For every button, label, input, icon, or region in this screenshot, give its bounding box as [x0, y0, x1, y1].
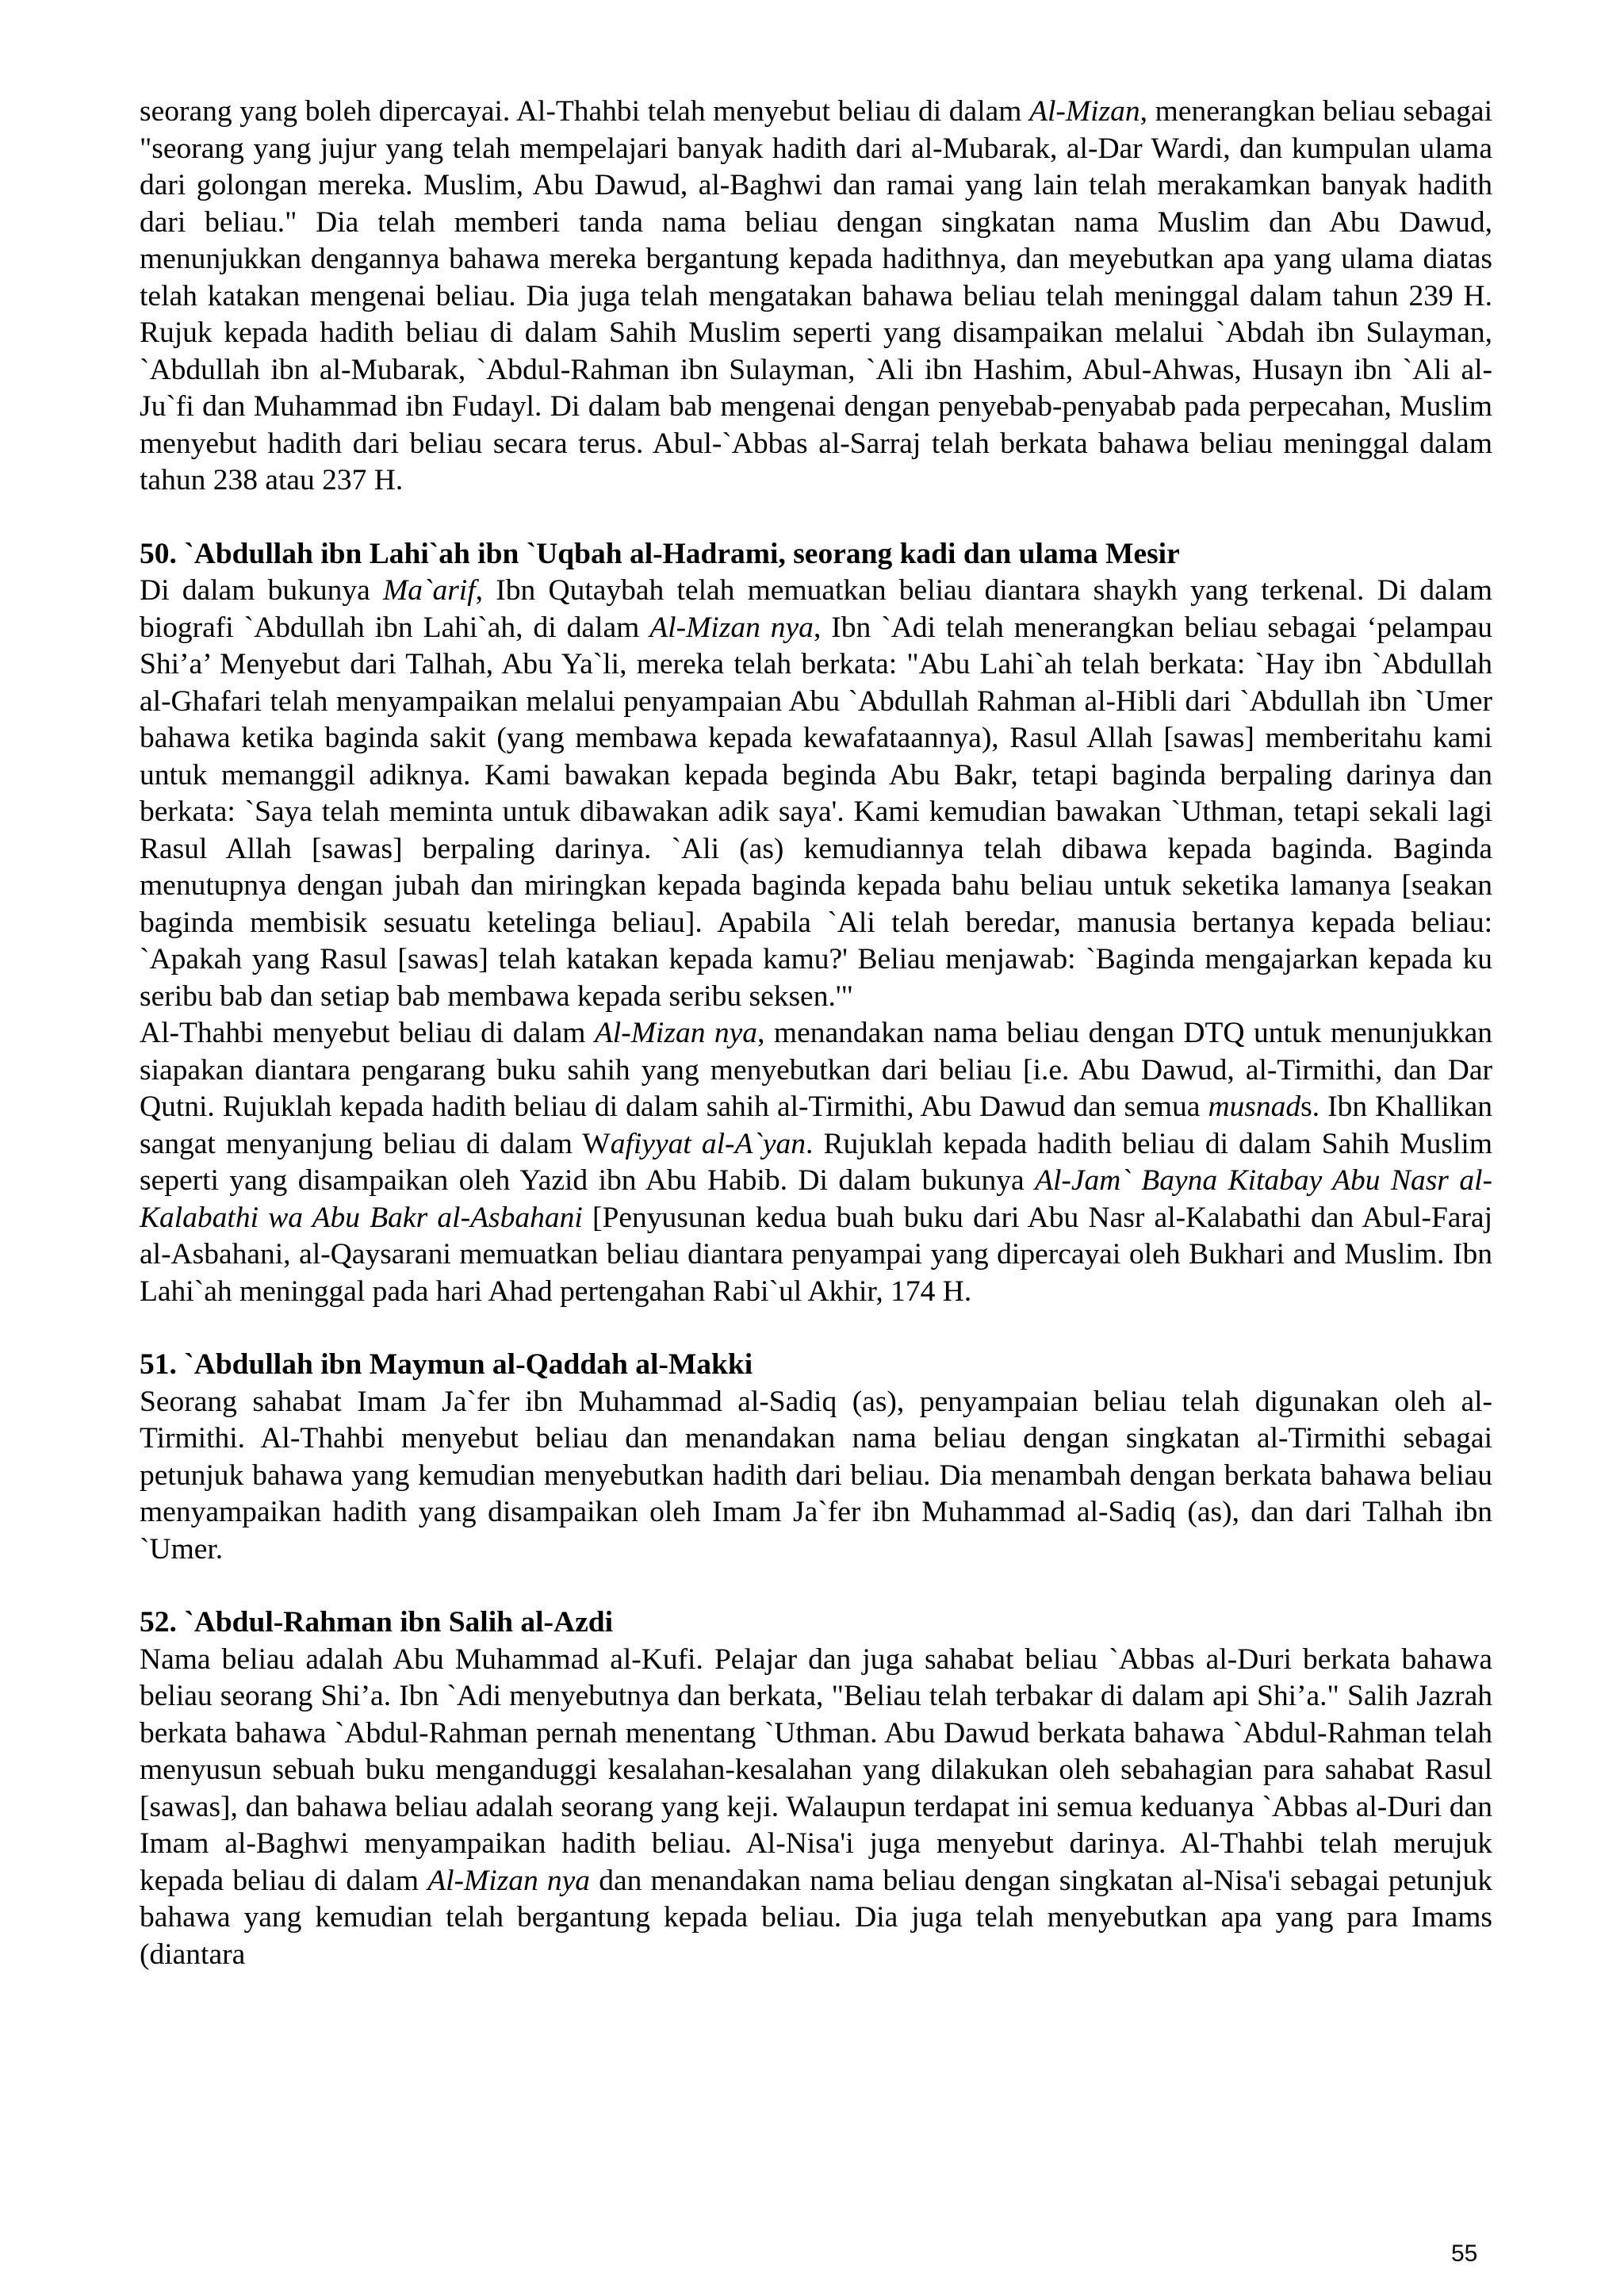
italic-book-title: Al-Mizan	[1029, 95, 1140, 128]
section-gap	[140, 1310, 1492, 1347]
paragraph-sec50-2: Al-Thahbi menyebut beliau di dalam Al-Mizan nya, menandakan nama beliau dengan DTQ untuk menunjukkan siapakan diantara pengarang buku sahih yang menyebutkan dari beliau [i.e. Abu Dawud, al-Tirmithi, dan Dar Qutni. Rujuklah kepada hadith beliau di dalam sahih al-Tirmithi, Abu Dawud dan semua musnads. Ibn Khallikan sangat menyanjung beliau di dalam Wafiyyat al-A`yan. Rujuklah kepada hadith beliau di dalam Sahih Muslim seperti yang disampaikan oleh Yazid ibn Abu Habib. Di dalam bukunya Al-Jam` Bayna Kitabay Abu Nasr al-Kalabathi wa Abu Bakr al-Asbahani [Penyusunan kedua buah buku dari Abu Nasr al-Kalabathi dan Abul-Faraj al-Asbahani, al-Qaysarani memuatkan beliau diantara penyampai yang dipercayai oleh Bukhari and Muslim. Ibn Lahi`ah meninggal pada hari Ahad pertengahan Rabi`ul Akhir, 174 H.	[140, 1017, 1493, 1308]
page-body	[140, 94, 1492, 1973]
paragraph-sec49-continued: seorang yang boleh dipercayai. Al-Thahbi telah menyebut beliau di dalam Al-Mizan, menerangkan beliau sebagai "seorang yang jujur yang telah mempelajari banyak hadith dari al-Mubarak, al-Dar Wardi, dan kumpulan ulama dari golongan mereka. Muslim, Abu Dawud, al-Baghwi dan ramai yang lain telah merakamkan banyak hadith dari beliau." Dia telah memberi tanda nama beliau dengan singkatan nama Muslim dan Abu Dawud, menunjukkan dengannya bahawa mereka bergantung kepada hadithnya, dan meyebutkan apa yang ulama diatas telah katakan mengenai beliau. Dia juga telah mengatakan bahawa beliau telah meninggal dalam tahun 239 H. Rujuk kepada hadith beliau di dalam Sahih Muslim seperti yang disampaikan melalui `Abdah ibn Sulayman, `Abdullah ibn al-Mubarak, `Abdul-Rahman ibn Sulayman, `Ali ibn Hashim, Abul-Ahwas, Husayn ibn `Ali al-Ju`fi dan Muhammad ibn Fudayl. Di dalam bab mengenai dengan penyebab-penyabab pada perpecahan, Muslim menyebut hadith dari beliau secara terus. Abul-`Abbas al-Sarraj telah berkata bahawa beliau meninggal dalam tahun 238 atau 237 H.	[140, 95, 1492, 496]
italic-book-title: Al-Mizan nya	[649, 611, 814, 644]
italic-book-title: Ma`arif	[382, 574, 476, 607]
italic-book-title: Al-Jam` Bayna Kitabay Abu Nasr al-Kalabathi wa Abu Bakr al-Asbahani	[140, 1164, 1493, 1234]
italic-book-title: Al-Mizan nya	[594, 1017, 758, 1049]
section-gap	[140, 500, 1492, 536]
section-heading-51: 51. `Abdullah ibn Maymun al-Qaddah al-Makki	[140, 1348, 753, 1381]
page-number: 55	[1451, 2240, 1478, 2267]
italic-term: musnad	[1208, 1091, 1301, 1123]
section-heading-52: 52. `Abdul-Rahman ibn Salih al-Azdi	[140, 1606, 614, 1639]
italic-book-title: Al-Mizan nya	[427, 1864, 591, 1897]
paragraph-sec52-1: Nama beliau adalah Abu Muhammad al-Kufi. Pelajar dan juga sahabat beliau `Abbas al-Duri berkata bahawa beliau seorang Shi’a. Ibn `Adi menyebutnya dan berkata, "Beliau telah terbakar di dalam api Shi’a." Salih Jazrah berkata bahawa `Abdul-Rahman pernah menentang `Uthman. Abu Dawud berkata bahawa `Abdul-Rahman telah menyusun sebuah buku menganduggi kesalahan-kesalahan yang dilakukan oleh sebahagian para sahabat Rasul [sawas], dan bahawa beliau adalah seorang yang keji. Walaupun terdapat ini semua keduanya `Abbas al-Duri dan Imam al-Baghwi menyampaikan hadith beliau. Al-Nisa'i juga menyebut darinya. Al-Thahbi telah merujuk kepada beliau di dalam Al-Mizan nya dan menandakan nama beliau dengan singkatan al-Nisa'i sebagai petunjuk bahawa yang kemudian telah bergantung kepada beliau. Dia juga telah menyebutkan apa yang para Imams (diantara	[140, 1642, 1493, 1971]
paragraph-sec50-1: Di dalam bukunya Ma`arif, Ibn Qutaybah telah memuatkan beliau diantara shaykh yang terkenal. Di dalam biografi `Abdullah ibn Lahi`ah, di dalam Al-Mizan nya, Ibn `Adi telah menerangkan beliau sebagai ‘pelampau Shi’a’ Menyebut dari Talhah, Abu Ya`li, mereka telah berkata: "Abu Lahi`ah telah berkata: `Hay ibn `Abdullah al-Ghafari telah menyampaikan melalui penyampaian Abu `Abdullah Rahman al-Hibli dari `Abdullah ibn `Umer bahawa ketika baginda sakit (yang membawa kepada kewafataannya), Rasul Allah [sawas] memberitahu kami untuk memanggil adiknya. Kami bawakan kepada beginda Abu Bakr, tetapi baginda berpaling darinya dan berkata: `Saya telah meminta untuk dibawakan adik saya'. Kami kemudian bawakan `Uthman, tetapi sekali lagi Rasul Allah [sawas] berpaling darinya. `Ali (as) kemudiannya telah dibawa kepada baginda. Baginda menutupnya dengan jubah dan miringkan kepada baginda kepada bahu beliau untuk seketika lamanya [seakan baginda membisik sesuatu ketelinga beliau]. Apabila `Ali telah beredar, manusia bertanya kepada beliau: `Apakah yang Rasul [sawas] telah katakan kepada kamu?' Beliau menjawab: `Baginda mengajarkan kepada ku seribu bab dan setiap bab membawa kepada seribu seksen.'"	[140, 574, 1492, 1013]
paragraph-sec51-1: Seorang sahabat Imam Ja`fer ibn Muhammad al-Sadiq (as), penyampaian beliau telah digunakan oleh al-Tirmithi. Al-Thahbi menyebut beliau dan menandakan nama beliau dengan singkatan al-Tirmithi sebagai petunjuk bahawa yang kemudian menyebutkan hadith dari beliau. Dia menambah dengan berkata bahawa beliau menyampaikan hadith yang disampaikan oleh Imam Ja`fer ibn Muhammad al-Sadiq (as), dan dari Talhah ibn `Umer.	[140, 1385, 1492, 1566]
section-heading-50: 50. `Abdullah ibn Lahi`ah ibn `Uqbah al-Hadrami, seorang kadi dan ulama Mesir	[140, 537, 1180, 570]
section-gap	[140, 1568, 1492, 1604]
italic-book-title: afiyyat al-A`yan	[610, 1127, 806, 1160]
